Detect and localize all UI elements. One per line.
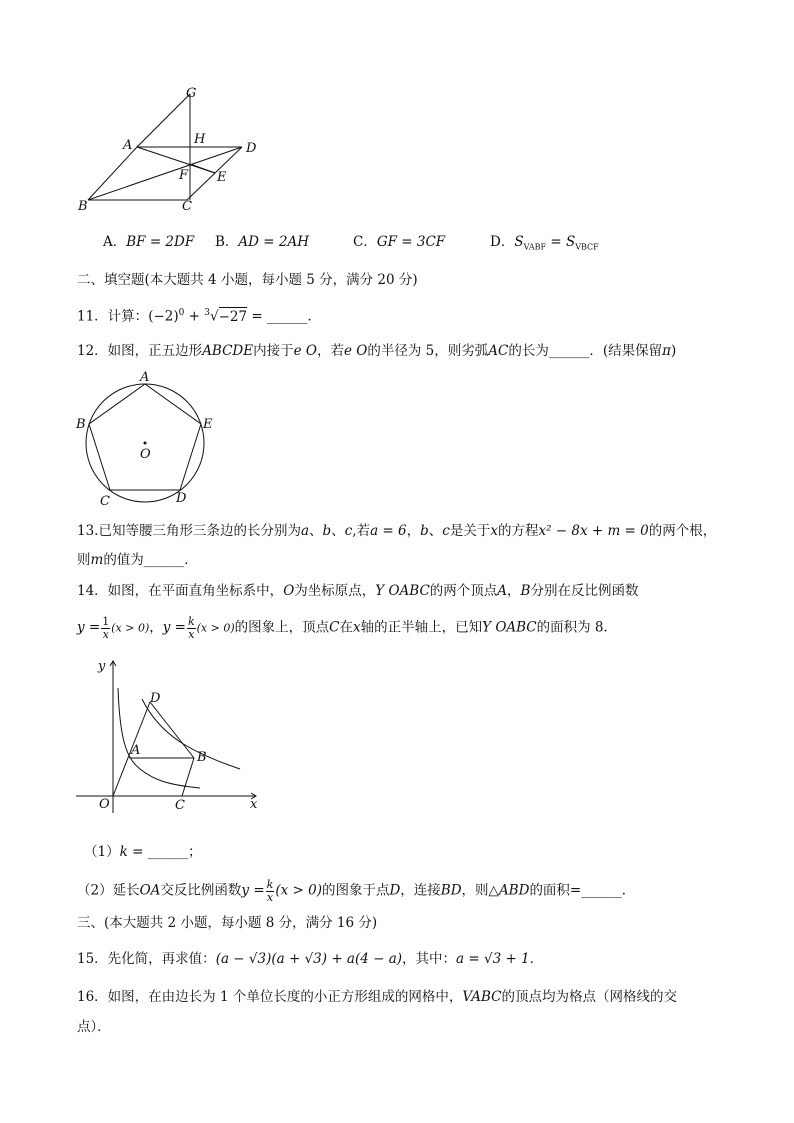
domain: (x > 0): [275, 882, 322, 899]
q14-point: B: [520, 583, 531, 599]
part-text: ，则△: [461, 882, 499, 899]
q14-point: A: [497, 583, 508, 599]
q14-sep: ，: [149, 619, 163, 636]
q11-radicand: −27: [218, 308, 248, 325]
area-symbol: S: [565, 234, 576, 250]
answer-blank: = ______；: [127, 844, 202, 860]
part-label: （1）: [84, 844, 120, 860]
q14-text: 14．如图，在平面直角坐标系中，: [77, 583, 284, 599]
q12-text: ，若: [316, 343, 344, 359]
q16-text: 的顶点均为格点（网格线的交: [501, 989, 677, 1005]
q14-point: C: [329, 619, 340, 636]
question-13-line-1: [77, 525, 716, 539]
q10-option-c: [353, 236, 445, 250]
denominator: x: [188, 627, 195, 641]
label-x: x: [250, 797, 258, 812]
question-11: 11．计算：$(-2)^0 + ^3√-27$ = ______．: [77, 308, 322, 325]
q14-func: y =: [162, 619, 186, 636]
q11-answer-blank: = ______．: [247, 308, 322, 325]
option-text: BF = 2DF: [126, 234, 195, 250]
q10-option-b: [215, 236, 309, 250]
part-text: ，连接: [400, 882, 441, 899]
question-12: [77, 345, 676, 359]
denominator: x: [102, 627, 109, 641]
segment: OA: [139, 882, 161, 899]
q11-base: (−2): [148, 308, 179, 325]
label-C: C: [100, 494, 110, 509]
q13-text: 13.已知等腰三角形三条边的长分别为: [77, 523, 301, 539]
fraction: [266, 879, 275, 903]
fraction: [101, 616, 110, 640]
question-15: [77, 953, 543, 967]
q14-text: 的图象上，顶点: [234, 619, 330, 636]
q14-point: O: [283, 583, 295, 599]
q10-option-d: [490, 236, 599, 252]
q14-text: 分别在反比例函数: [530, 583, 639, 599]
label-O: O: [99, 797, 110, 812]
q15-value: a = √3 + 1: [456, 951, 530, 967]
q11-plus: +: [184, 308, 205, 325]
figure-coordinate-q14: [70, 655, 270, 815]
label-B: B: [78, 199, 88, 214]
label-E: E: [203, 417, 213, 432]
q13-var: c: [442, 523, 450, 539]
option-letter: C．: [353, 234, 377, 250]
q13-text: 的两个根，: [648, 523, 717, 539]
q12-text: 12．如图，正五边形: [77, 343, 203, 359]
triangle: ABD: [498, 882, 530, 899]
label-B: B: [197, 750, 207, 765]
label-O: O: [140, 447, 151, 462]
section-2-heading: 二、填空题(本大题共 4 小题，每小题 5 分，满分 20 分): [77, 272, 418, 288]
question-14-line-2: [77, 616, 617, 640]
q12-arc: AC: [488, 343, 509, 359]
q13-sep: ，: [406, 523, 421, 539]
question-16-line-1: [77, 991, 677, 1005]
q13-var: b: [322, 523, 332, 539]
label-D: D: [150, 691, 161, 706]
q14-parallelogram: Y OABC: [482, 619, 537, 636]
func: y =: [241, 882, 265, 899]
q12-text: 的半径为 5，则劣弧: [367, 343, 489, 359]
point: D: [389, 882, 401, 899]
figure-pentagon-q12: [70, 366, 220, 512]
q13-equation: x² − 8x + m = 0: [538, 523, 649, 539]
q16-triangle: VABC: [462, 989, 502, 1005]
label-F: F: [179, 168, 189, 183]
q15-text: ．: [529, 951, 544, 967]
q11-exponent: 0: [178, 308, 185, 318]
denominator: x: [266, 890, 274, 904]
question-14-line-1: [77, 585, 638, 599]
q13-text: 的方程: [497, 523, 539, 539]
label-C: C: [175, 798, 185, 813]
figure-parallelogram-q10: [70, 82, 270, 217]
label-A: A: [131, 743, 141, 758]
part-text: （2）延长: [77, 882, 140, 899]
var-k: k: [119, 844, 128, 860]
q12-circle: e O: [343, 343, 368, 359]
numerator: k: [187, 615, 195, 628]
question-14-part-1: [84, 846, 202, 860]
q12-pentagon: ABCDE: [202, 343, 254, 359]
q13-var: a: [300, 523, 310, 539]
q14-text: 轴的正半轴上，已知: [360, 619, 483, 636]
q15-text: 15．先化简，再求值：: [77, 951, 216, 967]
option-letter: B．: [215, 234, 239, 250]
q12-text: ): [670, 343, 677, 359]
segment: BD: [440, 882, 462, 899]
q13-sep: 、: [309, 523, 323, 539]
q13-text: ,若: [352, 523, 371, 539]
label-A: A: [123, 138, 133, 153]
option-text: AD = 2AH: [238, 234, 310, 250]
label-D: D: [176, 491, 187, 506]
label-G: G: [186, 86, 197, 101]
q14-text: 的面积为 8．: [536, 619, 618, 636]
q14-text: 在: [339, 619, 353, 636]
part-text: 的图象于点: [321, 882, 390, 899]
label-H: H: [194, 132, 206, 147]
numerator: 1: [102, 615, 110, 628]
q13-answer-blank: 的值为______．: [103, 552, 198, 568]
q12-pi: π: [662, 343, 671, 359]
label-D: D: [246, 141, 257, 156]
q16-text: 16．如图，在由边长为 1 个单位长度的小正方形组成的网格中，: [77, 989, 463, 1005]
option-text: GF = 3CF: [376, 234, 446, 250]
area-symbol: S: [514, 234, 524, 250]
numerator: k: [266, 878, 274, 891]
q13-sep: 、: [428, 523, 443, 539]
question-14-part-2: [77, 879, 635, 903]
question-13-line-2: [77, 554, 198, 568]
q15-expression: (a − √3)(a + √3) + a(4 − a): [215, 951, 403, 967]
label-y: y: [98, 659, 106, 674]
q15-text: ，其中：: [402, 951, 457, 967]
equals: =: [546, 234, 566, 250]
q13-var: c: [344, 523, 353, 539]
q11-root-index: 3: [204, 308, 210, 318]
q12-circle: e O: [293, 343, 317, 359]
q13-text: 则: [77, 552, 91, 568]
q14-domain: (x > 0): [196, 621, 235, 635]
q14-parallelogram: Y OABC: [375, 583, 430, 599]
label-A: A: [140, 370, 150, 385]
q13-sep: 、: [331, 523, 345, 539]
q13-var: x: [490, 523, 498, 539]
area-sub: VBCF: [575, 242, 599, 252]
q14-var: x: [352, 619, 361, 636]
question-16-line-2: 点）．: [77, 1019, 111, 1035]
q14-text: 为坐标原点，: [294, 583, 376, 599]
q14-sep: ，: [507, 583, 521, 599]
part-text: 交反比例函数: [160, 882, 242, 899]
q13-var: b: [420, 523, 429, 539]
fraction: [187, 616, 196, 640]
area-sub: VABF: [523, 242, 547, 252]
section-3-heading: 三、(本大题共 2 小题，每小题 8 分，满分 16 分): [77, 915, 378, 931]
q13-text: 是关于: [449, 523, 491, 539]
q12-text: 内接于: [253, 343, 294, 359]
q12-text: 的长为______．(结果保留: [508, 343, 663, 359]
label-C: C: [182, 199, 192, 214]
q14-text: 的两个顶点: [429, 583, 498, 599]
q11-label: 11．计算：: [77, 308, 149, 325]
q14-func: y =: [77, 619, 101, 636]
q13-var: m: [90, 552, 104, 568]
label-E: E: [217, 170, 227, 185]
option-letter: A．: [103, 234, 127, 250]
option-letter: D．: [490, 234, 515, 250]
answer-blank: 的面积=______．: [529, 882, 636, 899]
label-B: B: [76, 417, 86, 432]
q13-condition: a = 6: [370, 523, 407, 539]
q10-option-a: [103, 236, 194, 250]
q14-domain: (x > 0): [111, 621, 150, 635]
